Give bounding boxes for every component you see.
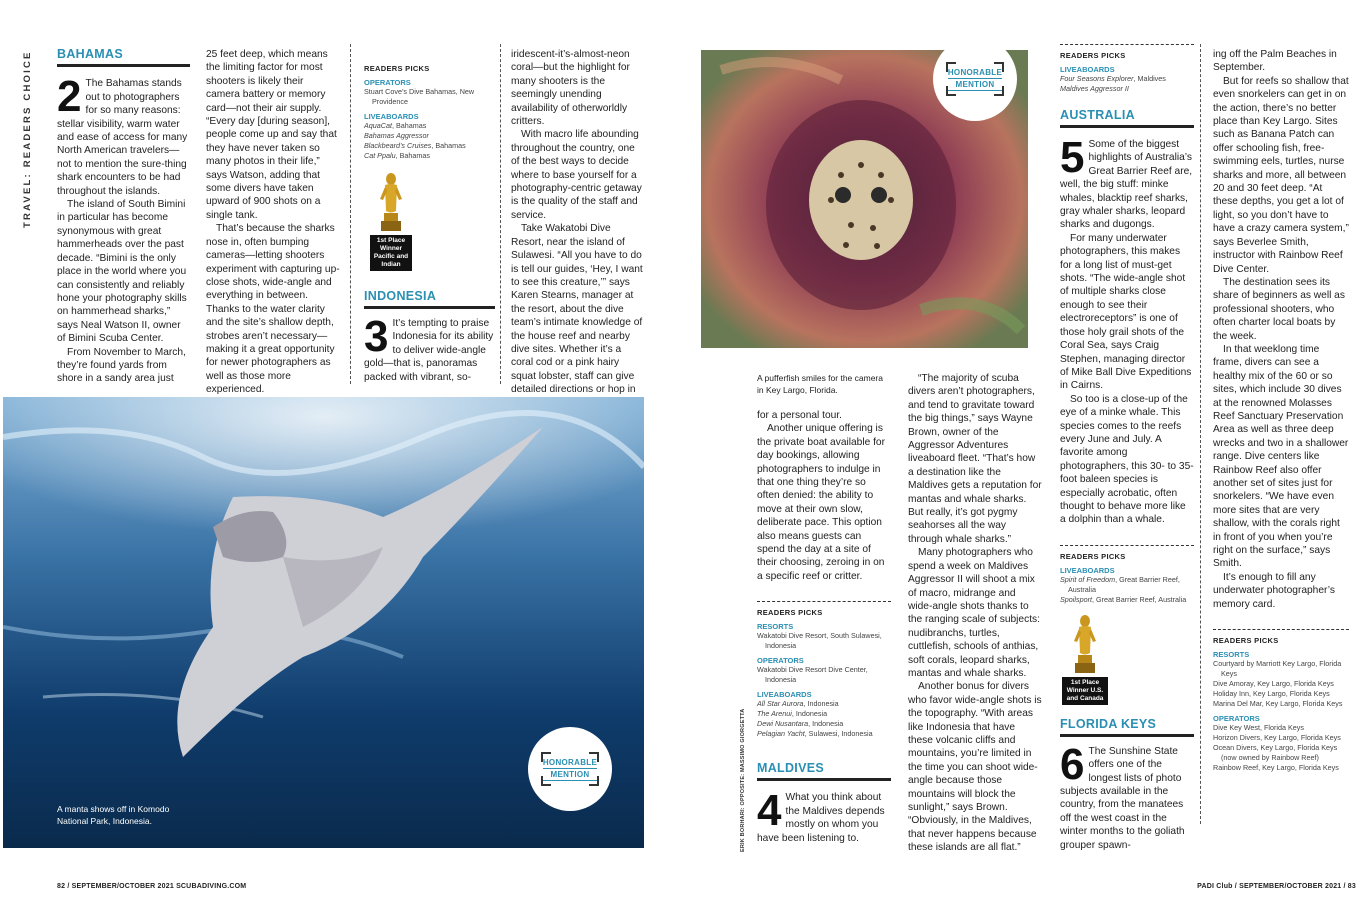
liveaboards-label: LIVEABOARDS (757, 690, 812, 700)
honorable-mention-text: HONORABLE MENTION (542, 758, 598, 779)
maldives-paragraph-2: “The majority of scuba divers aren’t photographers, and tend to gravitate toward the big things,” says Wayne Brown, owner of the Aggressor Adventures liveaboard fleet. “That’s how a destination like the Maldives gets a reputation for mantas and whale sharks. But really, it’s got pygmy seahorses all the way through whale sharks.” (908, 373, 1042, 545)
liveaboard-item: Maldives Aggressor II (1060, 84, 1129, 93)
indonesia-paragraph-3: With macro life abounding throughout the country, one of the best ways to decide where to base yourself for a photography-centric getaway is the quality of the staff and service. (511, 129, 642, 221)
australia-paragraph-3: So too is a close-up of the eye of a minke whale. This species comes to the reefs every June and July. A favorite among photographers, this 30- to 35-foot baleen species is especially acrobatic, often thought to behave more like a dolphin than a whale. (1060, 393, 1194, 526)
readers-picks-indonesia (757, 601, 891, 739)
readers-picks-maldives (1060, 44, 1194, 94)
left-folio: 82 / SEPTEMBER/OCTOBER 2021 SCUBADIVING.COM (57, 883, 247, 890)
australia-paragraph-2: For many underwater photographers, this makes for a long list of must-get shots. “The wide-angle shot of multiple sharks close enough to see their electroreceptors” is one of those holy grail shots of the Coral Sea, says Craig Stephen, managing director of Mike Ball Dive Expeditions in Cairns. (1060, 232, 1192, 392)
operator-item: Wakatobi Dive Resort Dive Center, Indonesia (757, 665, 868, 685)
resort-item: Wakatobi Dive Resort, South Sulawesi, Indonesia (757, 631, 882, 651)
manta-caption: A manta shows off in Komodo National Park, Indonesia. (57, 804, 170, 826)
award-trophy-us-canada (1062, 615, 1108, 705)
section-side-label (22, 48, 36, 228)
operators-label: OPERATORS (1213, 714, 1260, 724)
trophy-icon (1069, 615, 1101, 677)
side-label-text: TRAVEL: READERS CHOICE (22, 50, 33, 228)
indonesia-paragraph-6: Another unique offering is the private boat available for day bookings, allowing photographers to indulge in that one thing they’re so often denied: the ability to move at their own slow, deliberate pace. This option also means guests can spend the day at a site of their choosing, zeroing in on a specific reef or critter. (757, 423, 885, 582)
readers-picks-title: READERS PICKS (1060, 44, 1194, 60)
maldives-paragraph-1: What you think about the Maldives depends mostly on whom you have been listening to. (757, 792, 885, 844)
readers-picks-title: READERS PICKS (1060, 545, 1194, 561)
maldives-heading: MALDIVES (757, 761, 891, 781)
bahamas-heading: BAHAMAS (57, 48, 190, 67)
indonesia-paragraph-5: for a personal tour. (757, 410, 842, 421)
photo-credit: ERIK BORHARI: OPPOSITE: MASSIMO GIORGETTA (740, 708, 746, 852)
column-a (757, 372, 891, 845)
trophy-icon (375, 173, 407, 235)
operator-item: Stuart Cove’s Dive Bahamas, New Providence (364, 87, 475, 106)
readers-picks-bahamas (364, 44, 494, 161)
readers-picks-australia (1060, 545, 1194, 605)
resort-item: Courtyard by Marriott Key Largo, Florida Keys (1213, 659, 1342, 679)
award-trophy-pacific (370, 173, 412, 271)
florida-keys-heading: FLORIDA KEYS (1060, 717, 1194, 737)
liveaboard-item: AquaCat, Bahamas (364, 121, 427, 130)
florida-keys-number: 6 (1060, 739, 1085, 789)
readers-picks-title: READERS PICKS (1213, 629, 1349, 645)
honorable-mention-frame (946, 62, 1004, 96)
liveaboards-label: LIVEABOARDS (1060, 565, 1115, 575)
indonesia-paragraph-4: Take Wakatobi Dive Resort, near the island of Sulawesi. “All you have to do is tell our guides, ‘Hey, I want to see this creature,’” says Karen Stearns, manager at the resort, about the dive team’s intimate knowledge of the house reef and nearby dive sites. Whether it’s a coral cod or a pink hairy squat lobster, staff can give detailed directions or hop in (511, 223, 643, 396)
bahamas-paragraph-4: 25 feet deep, which means the limiting factor for most shooters is likely their camera battery or memory card—not their air supply. “Every day [during season], people come up and say that they have never taken so many photos in their life,” says Watson, adding that some divers have taken upward of 900 shots on a single tank. (206, 49, 337, 221)
liveaboard-item: Spirit of Freedom, Great Barrier Reef, Australia (1060, 574, 1180, 594)
column-3 (350, 44, 495, 384)
australia-number: 5 (1060, 133, 1085, 182)
resort-item: Marina Del Mar, Key Largo, Florida Keys (1213, 699, 1343, 709)
column-d (1200, 44, 1350, 824)
award-label: 1st Place Winner U.S. and Canada (1062, 677, 1108, 705)
resort-item: Holiday Inn, Key Largo, Florida Keys (1213, 689, 1330, 699)
bahamas-paragraph-2: The island of South Bimini in particular has become synonymous with great hammerheads over the past decade. “Bimini is the only place in the world where you can consistently and reliably hone your photography skills on hammerhead sharks,” says Neal Watson II, owner of Bimini Scuba Center. (57, 199, 187, 345)
liveaboard-item: Four Seasons Explorer, Maldives (1060, 74, 1166, 83)
liveaboard-item: Bahamas Aggressor (364, 131, 429, 140)
bahamas-column-1 (57, 48, 190, 386)
operator-item: Horizon Divers, Key Largo, Florida Keys (1213, 733, 1341, 743)
operator-item: Dive Key West, Florida Keys (1213, 723, 1304, 733)
florida-keys-paragraph-4: The destination sees its share of beginners as well as professional shooters, who often charter local boats by the week. (1213, 276, 1345, 342)
honorable-mention-badge (528, 727, 612, 811)
bahamas-paragraph-5: That’s because the sharks nose in, often bumping cameras—letting shooters experiment with capturing up-close shots, wide-angle and everything in between. Thanks to the water clarity and the site’s shallow depth, strobes aren’t necessary—making it a great opportunity for newer photographers as well as those more experienced. (206, 223, 340, 396)
operators-label: OPERATORS (364, 78, 411, 87)
liveaboards-label: LIVEABOARDS (1060, 65, 1115, 74)
readers-picks-florida (1213, 629, 1349, 773)
honorable-mention-text: HONORABLE MENTION (947, 68, 1003, 89)
bahamas-number: 2 (57, 72, 82, 122)
liveaboard-item: The Arenui, Indonesia (757, 709, 828, 719)
indonesia-paragraph-2: iridescent-it’s-almost-neon coral—but the highlight for many shooters is the seemingly unending availability of otherworldly critters. (511, 49, 630, 128)
column-c (1060, 44, 1194, 852)
australia-paragraph-1: Some of the biggest highlights of Australia’s Great Barrier Reef are, well, the big stuff: minke whales, blacktip reef sharks, gray whaler sharks, leopard sharks and dugongs. (1060, 139, 1193, 231)
australia-heading: AUSTRALIA (1060, 108, 1194, 128)
readers-picks-title: READERS PICKS (757, 601, 891, 617)
liveaboard-item: Cat Ppalu, Bahamas (364, 151, 430, 160)
liveaboard-item: Blackbeard’s Cruises, Bahamas (364, 141, 466, 150)
bahamas-column-2 (206, 48, 340, 397)
resorts-label: RESORTS (1213, 650, 1250, 660)
liveaboards-label: LIVEABOARDS (364, 112, 419, 121)
bahamas-paragraph-1: The Bahamas stands out to photographers for so many reasons: stellar visibility, warm water and ease of access for many North American travelers—not to mention the sure-thing shark encounters to be had throughout the islands. (57, 78, 188, 197)
florida-keys-paragraph-5: In that weeklong time frame, divers can see a healthy mix of the 60 or so sites, which include 30 dives at the renowned Molasses Reef Sanctuary Preservation Area as well as three deep wrecks and two in a shallower range. Dive centers like Rainbow Reef also offer another set of sites just for snorkelers. “We have even more sites that are very shallow, with the corals right in front of you when you’re right on the surface,” says Smith. (1213, 343, 1349, 570)
bahamas-paragraph-3: From November to March, they’re found yards from shore in a sandy area just (57, 346, 186, 385)
resorts-label: RESORTS (757, 622, 794, 632)
pufferfish-caption: A pufferfish smiles for the camera in Key Largo, Florida. (757, 373, 883, 395)
indonesia-paragraph-1: It’s tempting to praise Indonesia for its ability to deliver wide-angle gold—that is, panoramas packed with vibrant, so- (364, 318, 494, 383)
indonesia-column-2 (500, 44, 645, 396)
right-page (685, 0, 1370, 914)
operator-item: Ocean Divers, Key Largo, Florida Keys (now owned by Rainbow Reef) (1213, 743, 1338, 763)
florida-keys-paragraph-2: ing off the Palm Beaches in September. (1213, 49, 1337, 74)
maldives-paragraph-4: Another bonus for divers who favor wide-angle shots is the topography. “With areas like Indonesia that have these volcanic cliffs and mountains, you’re limited in the time you can shoot wide-angle because those mountains will block the sunlight,” says Brown. “Obviously, in the Maldives, that never happens because these islands are all flat.” (908, 681, 1042, 854)
indonesia-heading: INDONESIA (364, 289, 495, 309)
indonesia-number: 3 (364, 312, 389, 361)
operators-label: OPERATORS (757, 656, 804, 666)
award-label: 1st Place Winner Pacific and Indian (370, 235, 412, 271)
liveaboard-item: All Star Aurora, Indonesia (757, 699, 839, 709)
florida-keys-paragraph-6: It’s enough to fill any underwater photographer’s memory card. (1213, 571, 1335, 610)
maldives-paragraph-3: Many photographers who spend a week on Maldives Aggressor II will shoot a mix of macro, midrange and wide-angle shots thanks to the ranging scale of subjects: nudibranchs, turtles, cuttlefish, schools of anthias, soft corals, leopard sharks, mantas and whale sharks. (908, 547, 1040, 679)
florida-keys-paragraph-3: But for reefs so shallow that even snorkelers can get in on the action, there’s no better place than Key Largo. Sites such as Banana Patch can offer schooling fish, free-swimming eels, turtles, nurse sharks and more, all between 20 and 30 feet deep. “At these depths, you get a lot of light, so you don’t have to have a crazy camera system,” says Beverlee Smith, instructor with Rainbow Reef Dive Center. (1213, 75, 1349, 275)
florida-keys-paragraph-1: The Sunshine State offers one of the longest lists of photo subjects available in the country, from the manatees off the west coast in the winter months to the goliath grouper spawn- (1060, 745, 1185, 851)
liveaboard-item: Pelagian Yacht, Sulawesi, Indonesia (757, 729, 873, 739)
readers-picks-title: READERS PICKS (364, 64, 430, 73)
right-folio: PADI Club / SEPTEMBER/OCTOBER 2021 / 83 (1197, 883, 1356, 890)
maldives-column-2 (908, 372, 1042, 855)
honorable-mention-badge (933, 37, 1017, 121)
maldives-number: 4 (757, 786, 782, 836)
honorable-mention-frame (541, 752, 599, 786)
liveaboard-item: Dewi Nusantara, Indonesia (757, 719, 844, 729)
resort-item: Dive Amoray, Key Largo, Florida Keys (1213, 679, 1334, 689)
operator-item: Rainbow Reef, Key Largo, Florida Keys (1213, 763, 1339, 773)
liveaboard-item: Spoilsport, Great Barrier Reef, Australia (1060, 594, 1187, 604)
